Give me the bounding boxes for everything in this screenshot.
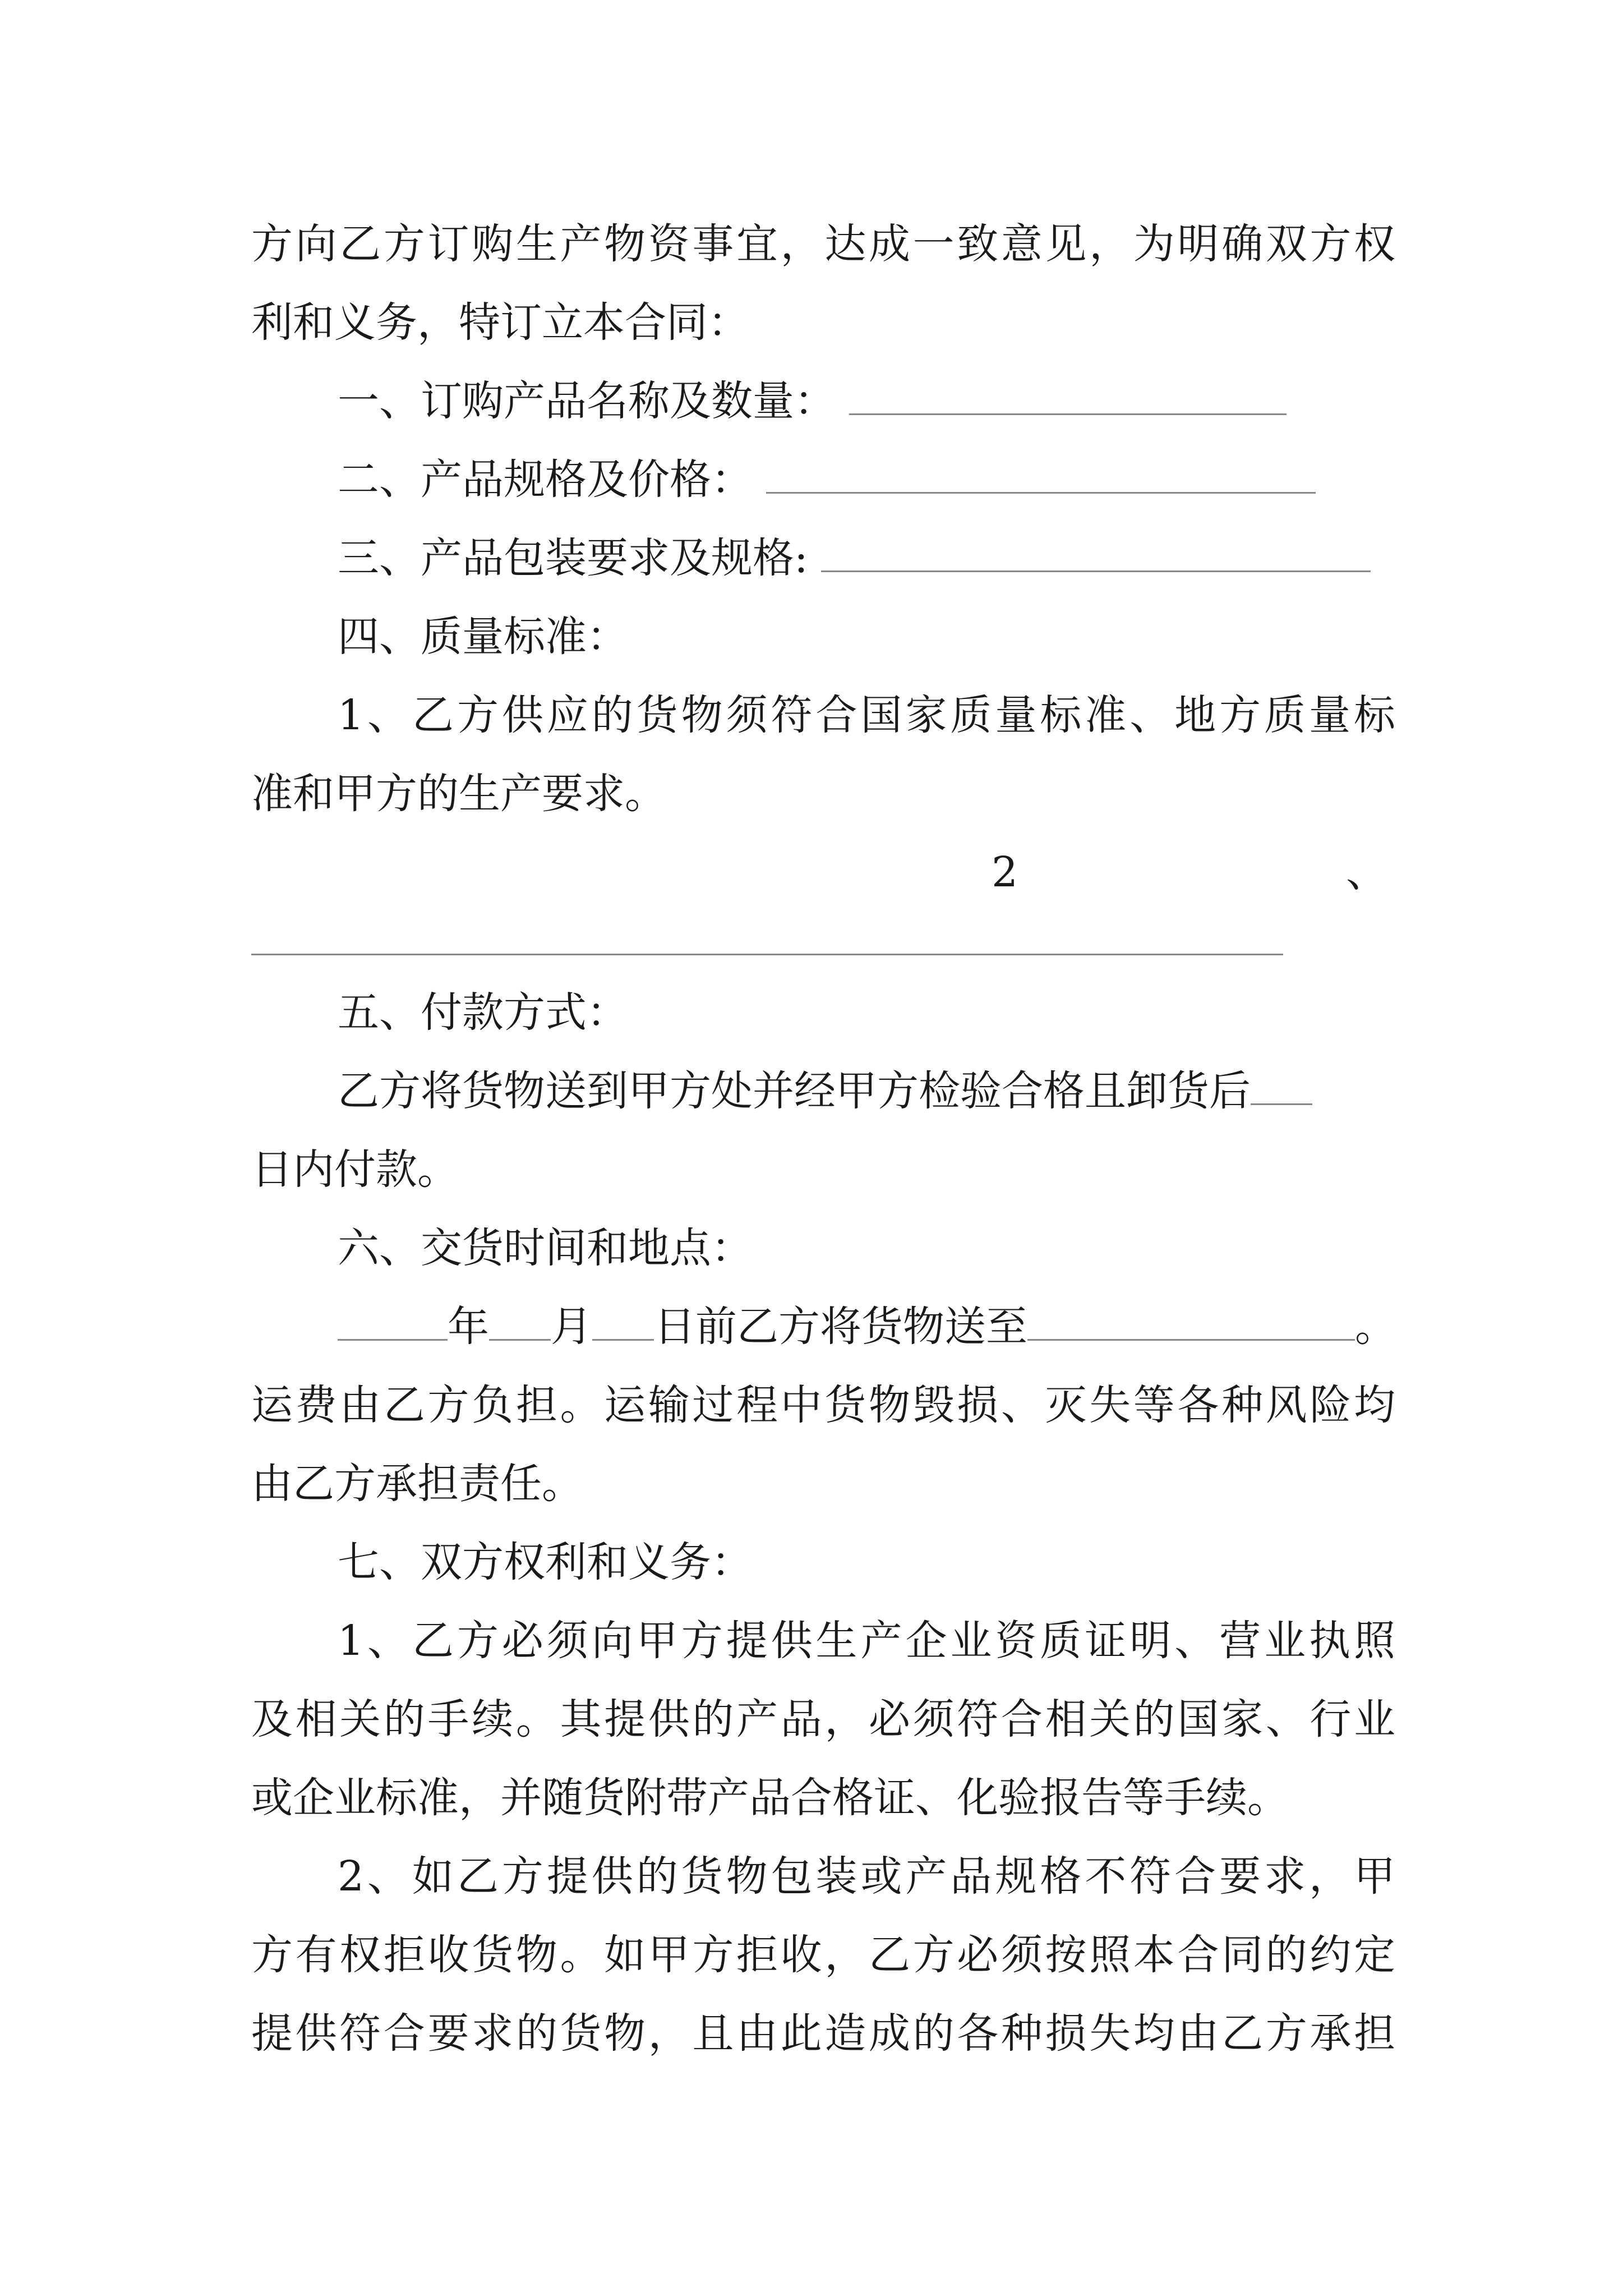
fill-blank-year[interactable] bbox=[338, 1301, 448, 1341]
clause-6-heading: 六、交货时间和地点： bbox=[338, 1224, 753, 1272]
fill-blank[interactable] bbox=[849, 375, 1287, 415]
fill-blank-day[interactable] bbox=[592, 1301, 654, 1341]
text-line: 或企业标准，并随货附带产品合格证、化验报告等手续。 bbox=[251, 1774, 1289, 1822]
text-segment: 月 bbox=[551, 1303, 592, 1351]
text-segment: 年 bbox=[448, 1303, 489, 1351]
fill-blank-month[interactable] bbox=[489, 1301, 551, 1341]
text-line: 方有权拒收货物。如甲方拒收，乙方必须按照本合同的约定 bbox=[251, 1931, 1395, 1979]
fill-blank[interactable] bbox=[1251, 1065, 1312, 1105]
clause-7-heading: 七、双方权利和义务： bbox=[338, 1538, 753, 1586]
text-line: 利和义务，特订立本合同： bbox=[251, 298, 749, 347]
item-number: 2 bbox=[992, 848, 1018, 896]
clause-label: 三、产品包装要求及规格: bbox=[338, 534, 808, 582]
text-line: 1、乙方供应的货物须符合国家质量标准、地方质量标 bbox=[338, 691, 1395, 739]
text-line: 及相关的手续。其提供的产品，必须符合相关的国家、行业 bbox=[251, 1695, 1395, 1743]
text-line: 2、如乙方提供的货物包装或产品规格不符合要求，甲 bbox=[338, 1852, 1395, 1901]
fill-blank-location[interactable] bbox=[1027, 1301, 1355, 1341]
text-segment: 乙方将货物送到甲方处并经甲方检验合格且卸货后 bbox=[338, 1067, 1251, 1115]
text-line: 方向乙方订购生产物资事宜，达成一致意见，为明确双方权 bbox=[251, 220, 1395, 268]
enumeration-mark: 、 bbox=[1346, 848, 1387, 896]
text-line: 1、乙方必须向甲方提供生产企业资质证明、营业执照 bbox=[338, 1617, 1395, 1665]
clause-3-heading bbox=[251, 530, 1395, 586]
text-segment: 日前乙方将货物送至 bbox=[654, 1303, 1027, 1351]
clause-1-heading bbox=[251, 373, 1395, 429]
clause-2-heading bbox=[251, 452, 1395, 508]
clause-4-heading: 四、质量标准： bbox=[338, 613, 628, 661]
fill-blank-line[interactable] bbox=[251, 954, 1283, 955]
clause-label: 二、产品规格及价格： bbox=[338, 455, 753, 504]
fill-blank[interactable] bbox=[766, 454, 1316, 494]
clause-5-heading: 五、付款方式： bbox=[338, 988, 628, 1037]
text-line bbox=[251, 1063, 1395, 1119]
text-line: 日内付款。 bbox=[251, 1145, 459, 1194]
text-line: 运费由乙方负担。运输过程中货物毁损、灭失等各种风险均 bbox=[251, 1381, 1395, 1429]
delivery-date-line bbox=[251, 1299, 1395, 1355]
fill-blank[interactable] bbox=[821, 532, 1371, 572]
clause-label: 一、订购产品名称及数量： bbox=[338, 377, 836, 425]
text-segment: 。 bbox=[1355, 1303, 1396, 1351]
text-line: 准和甲方的生产要求。 bbox=[251, 770, 666, 818]
text-line: 提供符合要求的货物，且由此造成的各种损失均由乙方承担 bbox=[251, 2009, 1395, 2058]
text-line: 由乙方承担责任。 bbox=[251, 1460, 583, 1508]
